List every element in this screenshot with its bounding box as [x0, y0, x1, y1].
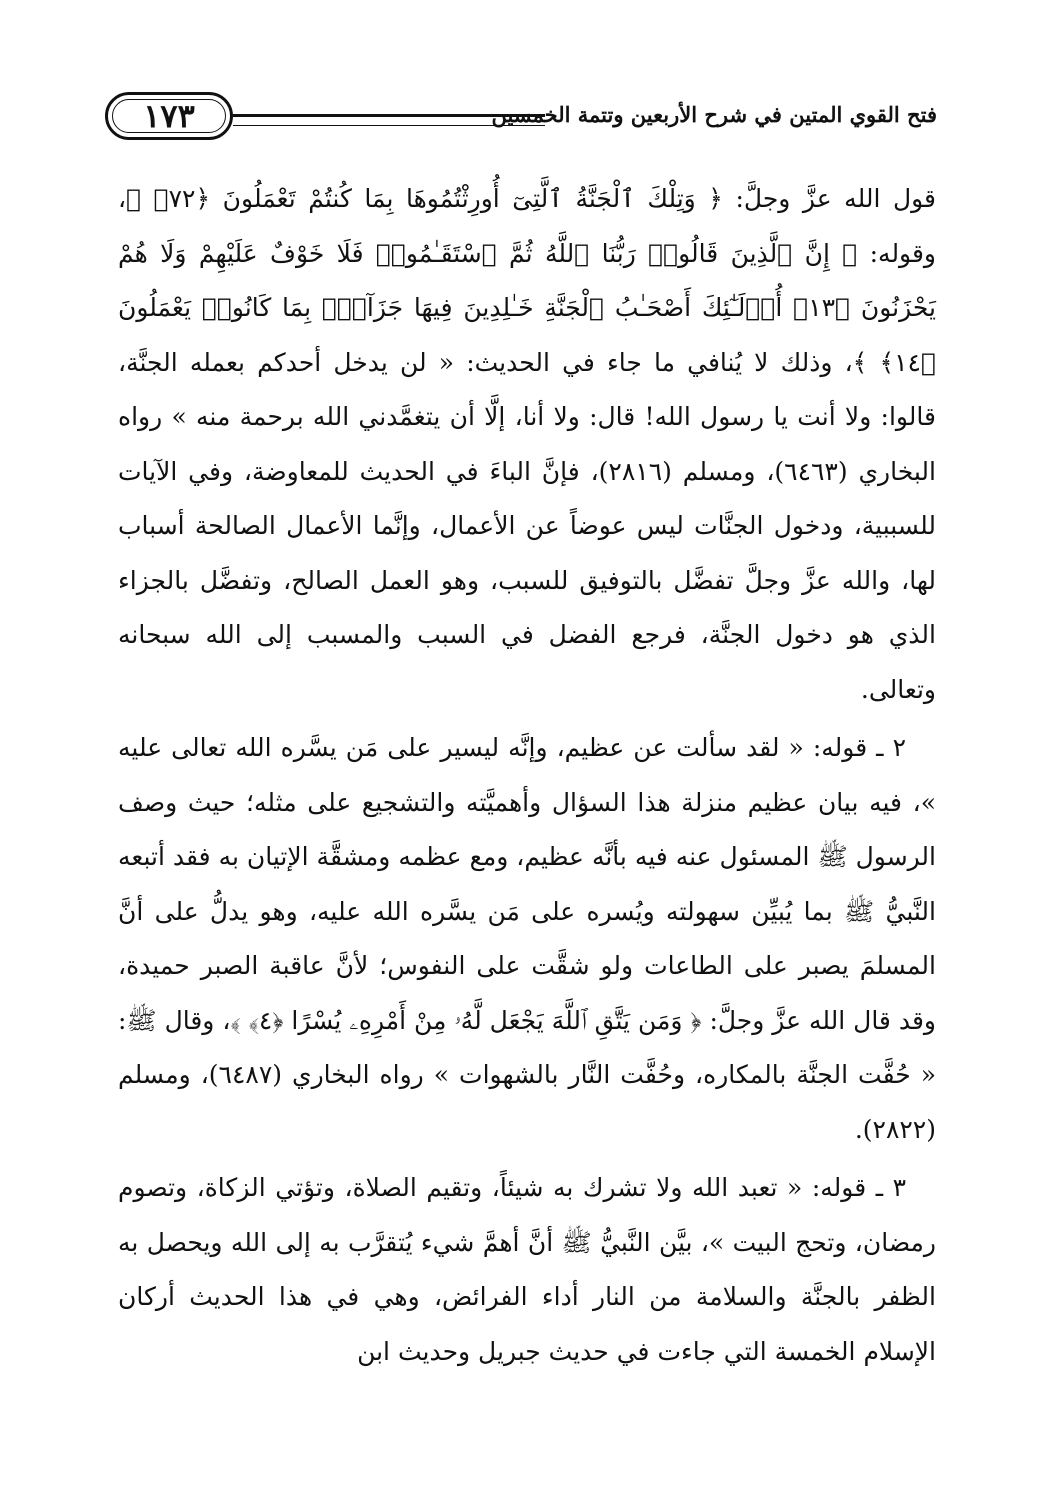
header-rule	[233, 114, 545, 126]
page-header	[105, 92, 937, 152]
body-text	[118, 172, 936, 1379]
page-number-badge: ١٧٣	[105, 92, 233, 140]
running-title: فتح القوي المتين في شرح الأربعين وتتمة الخمسين	[491, 102, 937, 127]
paragraph-2: ٢ ـ قوله: « لقد سألت عن عظيم، وإنَّه ليسير على مَن يسَّره الله تعالى عليه »، فيه بيان عظيم منزلة هذا السؤال وأهميَّته والتشجيع على مثله؛ حيث وصف الرسول ﷺ المسئول عنه فيه بأنَّه عظيم، ومع عظمه ومشقَّة الإتيان به فقد أتبعه النَّبيُّ ﷺ بما يُبيِّن سهولته ويُسره على مَن يسَّره الله عليه، وهو يدلُّ على أنَّ المسلمَ يصبر على الطاعات ولو شقَّت على النفوس؛ لأنَّ عاقبة الصبر حميدة، وقد قال الله عزَّ وجلَّ: ﴿ وَمَن يَتَّقِ ٱللَّهَ يَجْعَل لَّهُۥ مِنْ أَمْرِهِۦ يُسْرًا ﴿٤﴾ ﴾، وقال ﷺ: « حُفَّت الجنَّة بالمكاره، وحُفَّت النَّار بالشهوات » رواه البخاري (٦٤٨٧)، ومسلم (٢٨٢٢).	[118, 733, 937, 1144]
paragraph-3: ٣ ـ قوله: « تعبد الله ولا تشرك به شيئاً، وتقيم الصلاة، وتؤتي الزكاة، وتصوم رمضان، وتحج البيت »، بيَّن النَّبيُّ ﷺ أنَّ أهمَّ شيء يُتقرَّب به إلى الله ويحصل به الظفر بالجنَّة والسلامة من النار أداء الفرائض، وهي في هذا الحديث أركان الإسلام الخمسة التي جاءت في حديث جبريل وحديث ابن	[118, 1173, 937, 1366]
paragraph-1: قول الله عزَّ وجلَّ: ﴿ وَتِلْكَ ٱلْجَنَّةُ ٱلَّتِىٓ أُورِثْتُمُوهَا بِمَا كُنتُمْ تَعْمَلُونَ ﴿٧٢﴾ ﴾، وقوله: ﴿ إِنَّ ٱلَّذِينَ قَالُوا۟ رَبُّنَا ٱللَّهُ ثُمَّ ٱسْتَقَـٰمُوا۟ فَلَا خَوْفٌ عَلَيْهِمْ وَلَا هُمْ يَحْزَنُونَ ﴿١٣﴾ أُو۟لَـٰٓئِكَ أَصْحَـٰبُ ٱلْجَنَّةِ خَـٰلِدِينَ فِيهَا جَزَآءًۢ بِمَا كَانُوا۟ يَعْمَلُونَ ﴿١٤﴾ ﴾، وذلك لا يُنافي ما جاء في الحديث: « لن يدخل أحدكم بعمله الجنَّة، قالوا: ولا أنت يا رسول الله! قال: ولا أنا، إلَّا أن يتغمَّدني الله برحمة منه » رواه البخاري (٦٤٦٣)، ومسلم (٢٨١٦)، فإنَّ الباءَ في الحديث للمعاوضة، وفي الآيات للسببية، ودخول الجنَّات ليس عوضاً عن الأعمال، وإنَّما الأعمال الصالحة أسباب لها، والله عزَّ وجلَّ تفضَّل بالتوفيق للسبب، وهو العمل الصالح، وتفضَّل بالجزاء الذي هو دخول الجنَّة، فرجع الفضل في السبب والمسبب إلى الله سبحانه وتعالى.	[118, 184, 936, 704]
